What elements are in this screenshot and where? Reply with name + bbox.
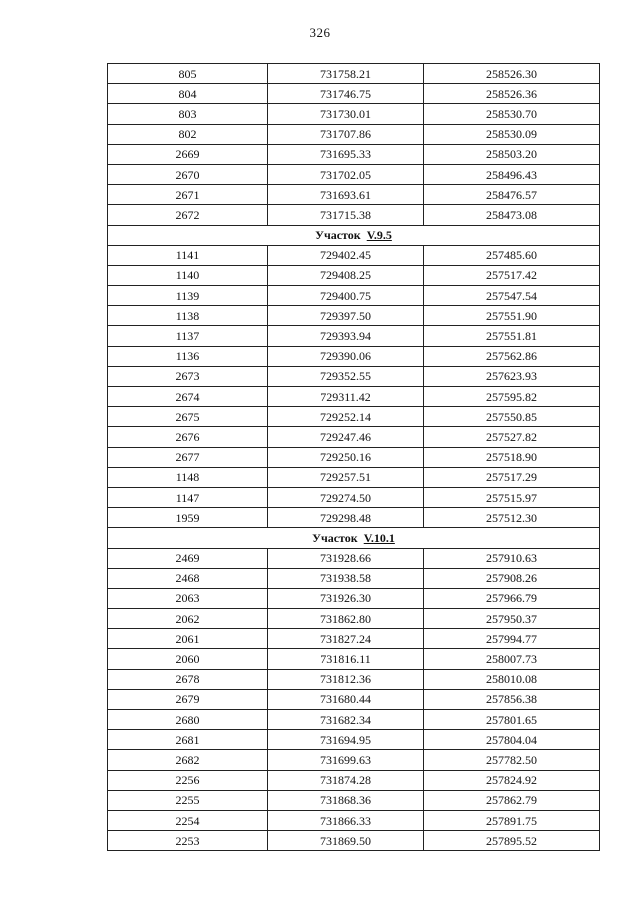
section-code: V.9.5 (366, 228, 392, 243)
x-coordinate-cell: 729298.48 (268, 508, 424, 528)
point-number-cell: 2675 (108, 407, 268, 427)
section-header-row (108, 528, 600, 548)
point-number-cell: 803 (108, 104, 268, 124)
x-coordinate-cell: 731812.36 (268, 669, 424, 689)
section-code: V.10.1 (363, 530, 395, 545)
x-coordinate-cell: 731707.86 (268, 124, 424, 144)
x-coordinate-cell: 731869.50 (268, 831, 424, 851)
y-coordinate-cell: 257515.97 (424, 487, 600, 507)
x-coordinate-cell: 731758.21 (268, 64, 424, 84)
point-number-cell: 804 (108, 84, 268, 104)
x-coordinate-cell: 731715.38 (268, 205, 424, 225)
y-coordinate-cell: 257518.90 (424, 447, 600, 467)
coordinates-table-body (108, 64, 600, 851)
section-prefix: Участок (315, 228, 361, 243)
table-row (108, 649, 600, 669)
y-coordinate-cell: 257517.29 (424, 467, 600, 487)
table-row (108, 104, 600, 124)
x-coordinate-cell: 729247.46 (268, 427, 424, 447)
point-number-cell: 2256 (108, 770, 268, 790)
table-row (108, 710, 600, 730)
section-prefix: Участок (312, 530, 358, 545)
table-row (108, 205, 600, 225)
point-number-cell: 2063 (108, 588, 268, 608)
x-coordinate-cell: 731866.33 (268, 810, 424, 830)
table-row (108, 629, 600, 649)
table-row (108, 568, 600, 588)
y-coordinate-cell: 257782.50 (424, 750, 600, 770)
table-row (108, 64, 600, 84)
x-coordinate-cell: 731680.44 (268, 689, 424, 709)
coordinates-table (107, 63, 600, 851)
point-number-cell: 1139 (108, 286, 268, 306)
x-coordinate-cell: 729400.75 (268, 286, 424, 306)
y-coordinate-cell: 257950.37 (424, 609, 600, 629)
table-row (108, 164, 600, 184)
table-row (108, 447, 600, 467)
table-row (108, 467, 600, 487)
y-coordinate-cell: 257547.54 (424, 286, 600, 306)
x-coordinate-cell: 729257.51 (268, 467, 424, 487)
y-coordinate-cell: 258530.70 (424, 104, 600, 124)
point-number-cell: 1136 (108, 346, 268, 366)
y-coordinate-cell: 257908.26 (424, 568, 600, 588)
x-coordinate-cell: 729352.55 (268, 366, 424, 386)
y-coordinate-cell: 257527.82 (424, 427, 600, 447)
x-coordinate-cell: 731694.95 (268, 730, 424, 750)
point-number-cell: 2253 (108, 831, 268, 851)
y-coordinate-cell: 257966.79 (424, 588, 600, 608)
y-coordinate-cell: 257517.42 (424, 265, 600, 285)
table-row (108, 427, 600, 447)
x-coordinate-cell: 731682.34 (268, 710, 424, 730)
y-coordinate-cell: 258476.57 (424, 185, 600, 205)
x-coordinate-cell: 729408.25 (268, 265, 424, 285)
point-number-cell: 1959 (108, 508, 268, 528)
x-coordinate-cell: 729250.16 (268, 447, 424, 467)
table-row (108, 306, 600, 326)
y-coordinate-cell: 258530.09 (424, 124, 600, 144)
y-coordinate-cell: 257551.81 (424, 326, 600, 346)
section-header (108, 225, 600, 245)
point-number-cell: 2669 (108, 144, 268, 164)
table-row (108, 790, 600, 810)
y-coordinate-cell: 258526.36 (424, 84, 600, 104)
point-number-cell: 2678 (108, 669, 268, 689)
y-coordinate-cell: 257895.52 (424, 831, 600, 851)
x-coordinate-cell: 731868.36 (268, 790, 424, 810)
table-row (108, 124, 600, 144)
x-coordinate-cell: 729252.14 (268, 407, 424, 427)
x-coordinate-cell: 731827.24 (268, 629, 424, 649)
point-number-cell: 1140 (108, 265, 268, 285)
y-coordinate-cell: 257891.75 (424, 810, 600, 830)
y-coordinate-cell: 257551.90 (424, 306, 600, 326)
table-row (108, 750, 600, 770)
y-coordinate-cell: 257550.85 (424, 407, 600, 427)
x-coordinate-cell: 731695.33 (268, 144, 424, 164)
x-coordinate-cell: 731730.01 (268, 104, 424, 124)
point-number-cell: 2676 (108, 427, 268, 447)
table-row (108, 185, 600, 205)
x-coordinate-cell: 729311.42 (268, 387, 424, 407)
point-number-cell: 1138 (108, 306, 268, 326)
table-row (108, 810, 600, 830)
section-header-row (108, 225, 600, 245)
y-coordinate-cell: 257801.65 (424, 710, 600, 730)
y-coordinate-cell: 257595.82 (424, 387, 600, 407)
point-number-cell: 2255 (108, 790, 268, 810)
x-coordinate-cell: 731862.80 (268, 609, 424, 629)
point-number-cell: 2682 (108, 750, 268, 770)
table-row (108, 366, 600, 386)
y-coordinate-cell: 258010.08 (424, 669, 600, 689)
x-coordinate-cell: 731702.05 (268, 164, 424, 184)
table-row (108, 770, 600, 790)
x-coordinate-cell: 729390.06 (268, 346, 424, 366)
y-coordinate-cell: 258473.08 (424, 205, 600, 225)
x-coordinate-cell: 731816.11 (268, 649, 424, 669)
x-coordinate-cell: 731938.58 (268, 568, 424, 588)
table-row (108, 548, 600, 568)
table-row (108, 508, 600, 528)
table-row (108, 326, 600, 346)
point-number-cell: 2060 (108, 649, 268, 669)
y-coordinate-cell: 257856.38 (424, 689, 600, 709)
x-coordinate-cell: 731874.28 (268, 770, 424, 790)
x-coordinate-cell: 731746.75 (268, 84, 424, 104)
y-coordinate-cell: 258007.73 (424, 649, 600, 669)
point-number-cell: 2677 (108, 447, 268, 467)
y-coordinate-cell: 257824.92 (424, 770, 600, 790)
point-number-cell: 2061 (108, 629, 268, 649)
point-number-cell: 2681 (108, 730, 268, 750)
x-coordinate-cell: 729402.45 (268, 245, 424, 265)
point-number-cell: 1147 (108, 487, 268, 507)
page-number: 326 (309, 25, 331, 40)
point-number-cell: 2673 (108, 366, 268, 386)
point-number-cell: 1137 (108, 326, 268, 346)
table-row (108, 144, 600, 164)
table-row (108, 831, 600, 851)
y-coordinate-cell: 257994.77 (424, 629, 600, 649)
table-row (108, 245, 600, 265)
table-row (108, 487, 600, 507)
y-coordinate-cell: 258526.30 (424, 64, 600, 84)
table-row (108, 730, 600, 750)
y-coordinate-cell: 257512.30 (424, 508, 600, 528)
x-coordinate-cell: 731926.30 (268, 588, 424, 608)
table-row (108, 84, 600, 104)
point-number-cell: 2679 (108, 689, 268, 709)
y-coordinate-cell: 257485.60 (424, 245, 600, 265)
x-coordinate-cell: 729274.50 (268, 487, 424, 507)
point-number-cell: 2680 (108, 710, 268, 730)
table-row (108, 407, 600, 427)
table-row (108, 387, 600, 407)
x-coordinate-cell: 729397.50 (268, 306, 424, 326)
point-number-cell: 2254 (108, 810, 268, 830)
point-number-cell: 2672 (108, 205, 268, 225)
point-number-cell: 1148 (108, 467, 268, 487)
y-coordinate-cell: 258503.20 (424, 144, 600, 164)
x-coordinate-cell: 729393.94 (268, 326, 424, 346)
table-row (108, 346, 600, 366)
table-row (108, 609, 600, 629)
point-number-cell: 2670 (108, 164, 268, 184)
table-row (108, 265, 600, 285)
y-coordinate-cell: 257562.86 (424, 346, 600, 366)
point-number-cell: 805 (108, 64, 268, 84)
table-row (108, 689, 600, 709)
point-number-cell: 2671 (108, 185, 268, 205)
y-coordinate-cell: 258496.43 (424, 164, 600, 184)
point-number-cell: 802 (108, 124, 268, 144)
y-coordinate-cell: 257623.93 (424, 366, 600, 386)
x-coordinate-cell: 731693.61 (268, 185, 424, 205)
y-coordinate-cell: 257804.04 (424, 730, 600, 750)
y-coordinate-cell: 257862.79 (424, 790, 600, 810)
point-number-cell: 2062 (108, 609, 268, 629)
point-number-cell: 2469 (108, 548, 268, 568)
table-row (108, 669, 600, 689)
x-coordinate-cell: 731928.66 (268, 548, 424, 568)
y-coordinate-cell: 257910.63 (424, 548, 600, 568)
point-number-cell: 1141 (108, 245, 268, 265)
section-header (108, 528, 600, 548)
point-number-cell: 2674 (108, 387, 268, 407)
table-row (108, 286, 600, 306)
table-row (108, 588, 600, 608)
point-number-cell: 2468 (108, 568, 268, 588)
x-coordinate-cell: 731699.63 (268, 750, 424, 770)
